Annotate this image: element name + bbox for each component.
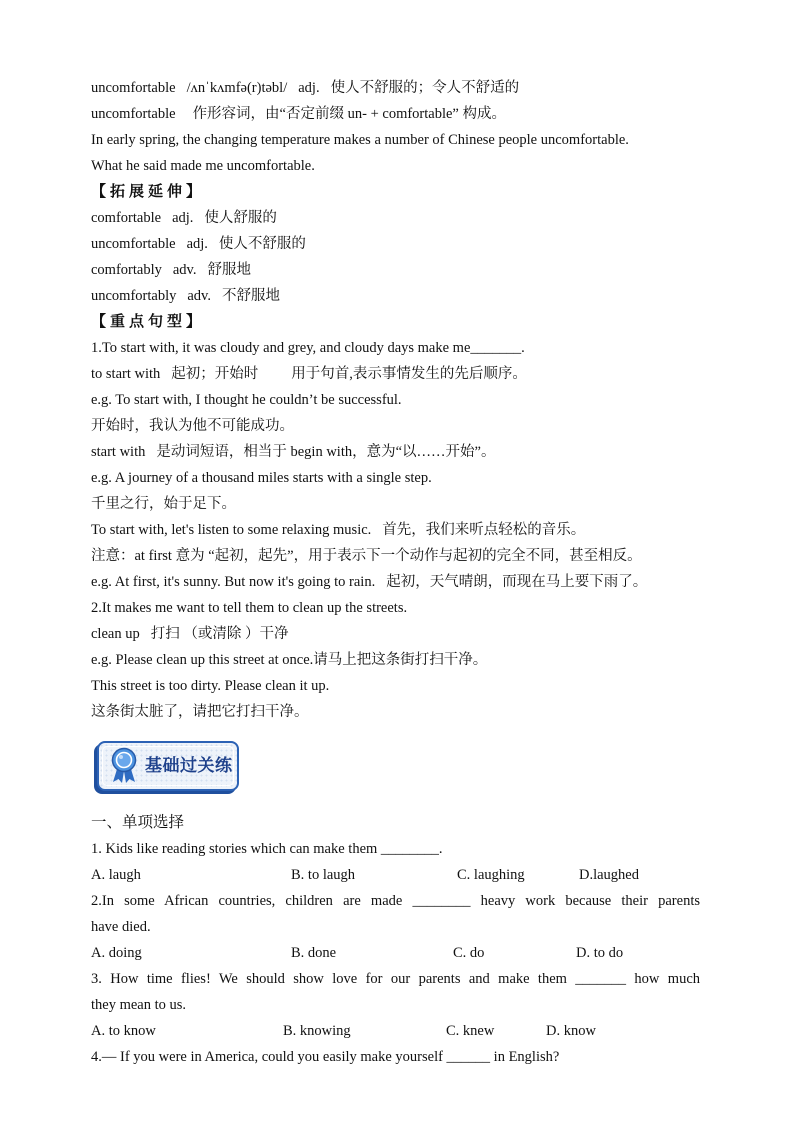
- question: [91, 1044, 703, 1070]
- example-sentence: What he said made me uncomfortable.: [91, 158, 315, 174]
- example-sentence: In early spring, the changing temperature makes a number of Chinese people uncomfortable.: [91, 132, 629, 148]
- word: uncomfortable: [91, 236, 176, 252]
- phrase-line: [91, 439, 647, 465]
- example-line: [91, 569, 647, 595]
- phrase-term: clean up: [91, 626, 140, 642]
- phonetic: /ʌnˈkʌmfə(r)təbl/: [186, 80, 288, 96]
- usage-note: 注意：at first 意为 “起初，起先”，用于表示下一个动作与起初的完全不同，甚至相反。: [91, 548, 642, 564]
- example-line: [91, 517, 647, 543]
- exercise-heading: 一、单项选择: [91, 814, 185, 831]
- phrase-term: start with: [91, 444, 146, 460]
- answer-options: [91, 862, 703, 888]
- option-c: C. laughing: [457, 867, 525, 883]
- word: comfortably: [91, 262, 162, 278]
- question-stem: 3. How time flies! We should show love for our parents and make them _______ how much: [91, 971, 700, 987]
- example-translation: 这条街太脏了，请把它打扫干净。: [91, 704, 309, 720]
- question-stem-continued: they mean to us.: [91, 997, 187, 1013]
- part-of-speech: adv.: [187, 288, 211, 304]
- answer-options: [91, 940, 703, 966]
- meaning: 使人不舒服的；令人不舒适的: [330, 80, 520, 96]
- key-sentence: 1.To start with, it was cloudy and grey, and cloudy days make me_______.: [91, 340, 525, 356]
- question: [91, 966, 703, 1044]
- option-b: B. done: [291, 945, 337, 961]
- question-stem: 2.In some African countries, children are made ________ heavy work because their parents: [91, 893, 700, 909]
- phrase-meaning: 打扫 （或清除 ）干净: [150, 626, 289, 642]
- definition-line: [91, 75, 647, 101]
- option-a: A. laugh: [91, 867, 141, 883]
- example-translation: 首先，我们来听点轻松的音乐。: [382, 522, 586, 538]
- word: comfortable: [91, 210, 162, 226]
- option-b: B. knowing: [283, 1023, 351, 1039]
- phrase-term: to start with: [91, 366, 161, 382]
- word-family-item: [91, 205, 647, 231]
- badge-label: 基础过关练: [145, 756, 233, 775]
- question-stem-continued: have died.: [91, 919, 151, 935]
- option-d: D. to do: [576, 945, 624, 961]
- question: [91, 836, 703, 888]
- phrase-line: [91, 361, 647, 387]
- answer-options: [91, 1018, 703, 1044]
- formation-line: [91, 101, 647, 127]
- phrase-meaning: 起初；开始时: [171, 366, 259, 382]
- meaning: 使人不舒服的: [218, 236, 306, 252]
- headword: uncomfortable: [91, 80, 176, 96]
- key-sentence: 2.It makes me want to tell them to clean up the streets.: [91, 600, 408, 616]
- part-of-speech: adv.: [172, 262, 197, 278]
- key-sentences-heading: 【重点句型】: [91, 314, 206, 330]
- example-sentence: To start with, let's listen to some relaxing music.: [91, 522, 372, 538]
- meaning: 使人舒服的: [204, 210, 277, 226]
- phrase-explanation: 是动词短语，相当于 begin with，意为“以……开始”。: [156, 444, 496, 460]
- vocabulary-notes: [91, 75, 647, 725]
- option-a: A. doing: [91, 945, 142, 961]
- example-sentence: e.g. Please clean up this street at once.请马上把这条街打扫干净。: [91, 652, 488, 668]
- option-c: C. do: [453, 945, 485, 961]
- headword: uncomfortable: [91, 106, 176, 122]
- phrase-line: [91, 621, 647, 647]
- example-sentence: This street is too dirty. Please clean it up.: [91, 678, 330, 694]
- meaning: 舒服地: [207, 262, 251, 278]
- option-a: A. to know: [91, 1023, 156, 1039]
- word-family-item: [91, 257, 647, 283]
- word: uncomfortably: [91, 288, 177, 304]
- option-d: D. know: [546, 1023, 596, 1039]
- example-sentence: e.g. A journey of a thousand miles starts with a single step.: [91, 470, 432, 486]
- word-family-item: [91, 283, 647, 309]
- question: [91, 888, 703, 966]
- section-badge: [97, 741, 239, 791]
- example-translation: 开始时，我认为他不可能成功。: [91, 418, 294, 434]
- exercise-section: [91, 810, 703, 1070]
- example-translation: 千里之行，始于足下。: [91, 496, 236, 512]
- question-stem: 4.— If you were in America, could you easily make yourself ______ in English?: [91, 1049, 560, 1065]
- option-c: C. knew: [446, 1023, 495, 1039]
- example-translation: 起初，天气晴朗，而现在马上要下雨了。: [386, 574, 648, 590]
- part-of-speech: adj.: [172, 210, 194, 226]
- phrase-usage: 用于句首,表示事情发生的先后顺序。: [291, 366, 527, 382]
- example-sentence: e.g. At first, it's sunny. But now it's going to rain.: [91, 574, 376, 590]
- formation-note: 作形容词，由“否定前缀 un- + comfortable” 构成。: [192, 106, 506, 122]
- part-of-speech: adj.: [298, 80, 320, 96]
- meaning: 不舒服地: [222, 288, 280, 304]
- part-of-speech: adj.: [186, 236, 208, 252]
- extension-heading: 【拓展延伸】: [91, 184, 206, 200]
- option-b: B. to laugh: [291, 867, 356, 883]
- example-sentence: e.g. To start with, I thought he couldn’t be successful.: [91, 392, 402, 408]
- question-stem: 1. Kids like reading stories which can make them ________.: [91, 841, 443, 857]
- medal-icon: [109, 747, 139, 785]
- word-family-item: [91, 231, 647, 257]
- option-d: D.laughed: [579, 867, 639, 883]
